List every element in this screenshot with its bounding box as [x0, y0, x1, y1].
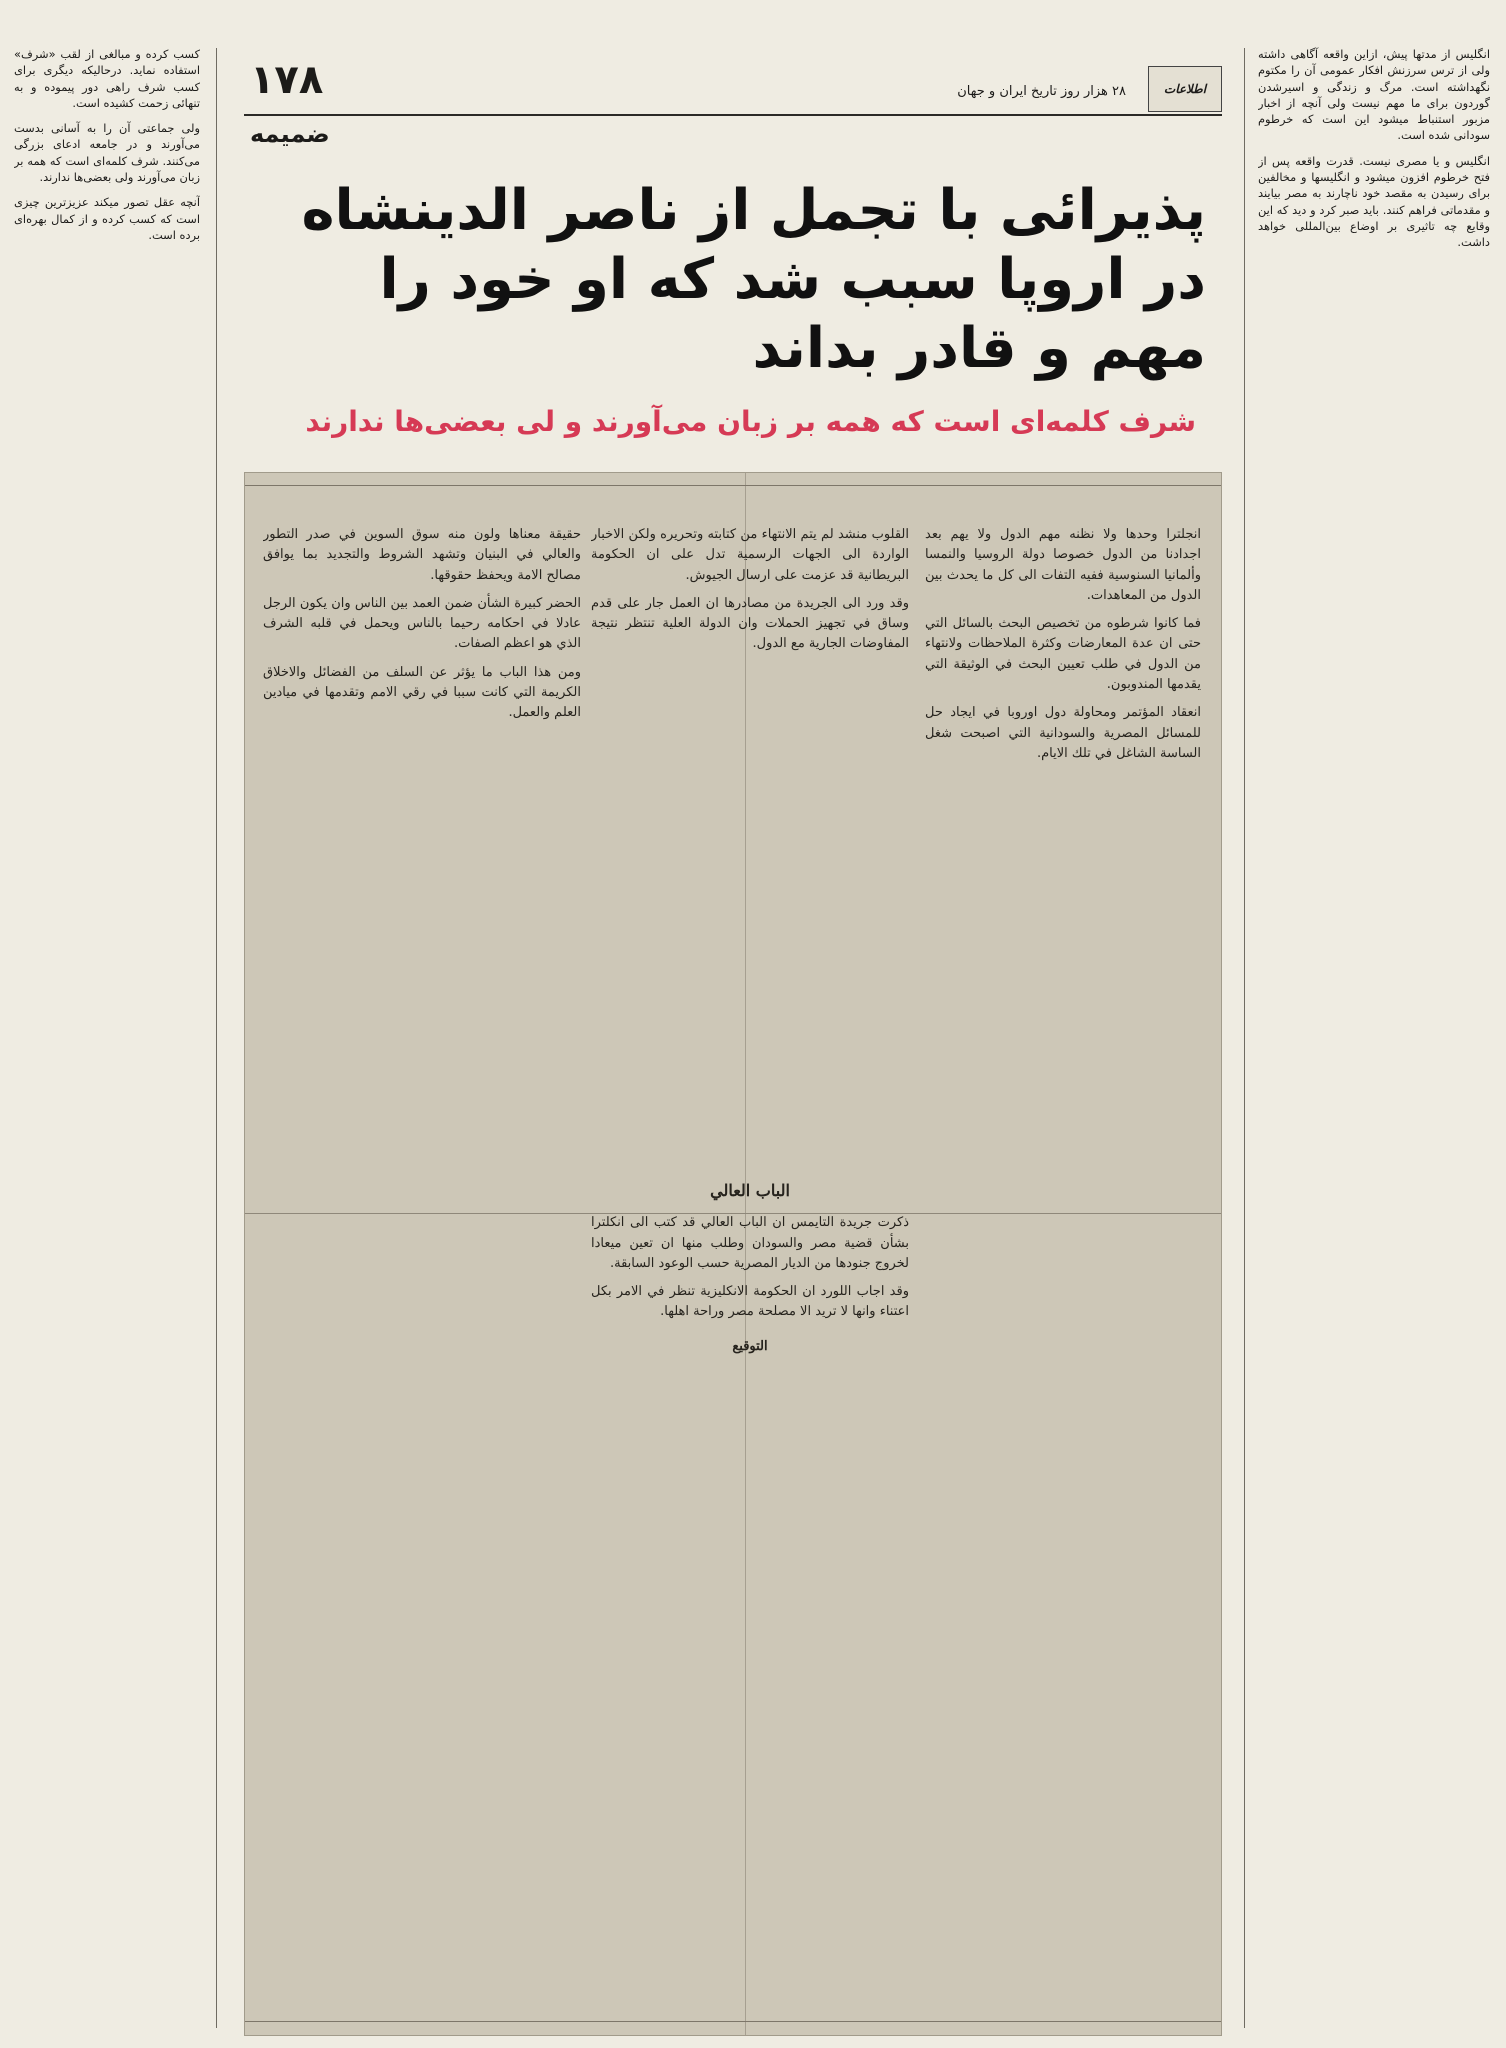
right-paragraph: انگلیس و یا مصری نیست. قدرت واقعه پس از فتح خرطوم افزون میشود و انگلیسها و مخالفین برای رسیدن به مقصد خود ناچارند به مصر بیایند و مقدماتی فراهم کنند. باید صبر کرد و دید که این وقایع چه تاثیری بر اوضاع بین‌المللی خواهد داشت. — [1258, 153, 1490, 250]
main-article — [226, 46, 1238, 2036]
article-headline: پذیرائی با تجمل از ناصر الدینشاه در اروپا سبب شد که او خود را مهم و قادر بداند — [301, 178, 1206, 381]
right-column — [1258, 46, 1490, 2031]
article-subhead: شرف کلمه‌ای است که همه بر زبان می‌آورند و لی بعضی‌ها ندارند — [305, 405, 1196, 438]
column-divider-left — [216, 48, 217, 2028]
left-paragraph: آنچه عقل تصور میکند عزیزترین چیزی است که کسب کرده و از کمال بهره‌ای برده است. — [14, 195, 200, 242]
page-header — [244, 57, 1222, 174]
document-paragraph: حقيقة معناها ولون منه سوق السوين في صدر التطور والعالي في البنيان وتشهد الشروط والتجديد بما يوافق مصالح الامة ويحفظ حقوقها. — [263, 527, 581, 583]
left-paragraph: ولی جماعتی آن را به آسانی بدست می‌آورند و در جامعه ادعای بزرگی می‌کنند. شرف کلمه‌ای است که همه بر زبان می‌آورند ولی بعضی‌ها ندارند. — [14, 121, 200, 185]
document-column-middle-lower — [591, 1163, 909, 2005]
supplement-label: ضمیمه — [250, 120, 330, 148]
header-rule — [244, 114, 1222, 116]
left-paragraph: کسب کرده و مبالغی از لقب «شرف» استفاده نماید. درحالیکه دیگری برای کسب شرف راهی دور پیموده و به تنهائی زحمت کشیده است. — [14, 47, 200, 110]
document-bottom-rule — [245, 2021, 1221, 2022]
document-paragraph: القلوب منشد لم يتم الانتهاء من كتابته وتحريره ولكن الاخبار الواردة الى الجهات الرسمية تدل على ان الحكومة البريطانية قد عزمت على ارسال الجيوش. — [591, 527, 909, 583]
document-paragraph: فما كانوا شرطوه من تخصيص البحث بالسائل التي حتى ان عدة المعارضات وكثرة الملاحظات ولانتهاء من الدول في طلب تعيين البحث في الوثيقة التي يقدمها المندوبون. — [925, 616, 1201, 693]
document-column-left — [263, 525, 581, 2005]
page-number: ۱۷۸ — [250, 57, 324, 103]
document-signature: التوقيع — [732, 1338, 768, 1354]
scanned-document — [244, 472, 1222, 2036]
document-paragraph: وقد اجاب اللورد ان الحكومة الانكليزية تنظر في الامر بكل اعتناء وانها لا تريد الا مصلحة مصر وراحة اهلها. — [591, 1284, 909, 1320]
left-column — [14, 46, 200, 2031]
page-tagline: ۲۸ هزار روز تاریخ ایران و جهان — [957, 84, 1126, 99]
document-column-middle — [591, 525, 909, 1145]
document-top-rule — [245, 485, 1221, 486]
right-paragraph: انگلیس از مدتها پیش، ازاین واقعه آگاهی داشته ولی از ترس سرزنش افکار عمومی آن را مکتوم نگهداشته است. مرگ و زندگی و اسیرشدن گوردون برای ما مهم نیست ولی آنچه از اخبار مزبور استنباط میشود این است که خرطوم سودانی شده است. — [1258, 47, 1490, 143]
document-paragraph: ذكرت جريدة التايمس ان الباب العالي قد كتب الى انكلترا بشأن قضية مصر والسودان وطلب منها ان تعين ميعادا لخروج جنودها من الديار المصرية حسب الوعود السابقة. — [591, 1215, 909, 1271]
document-paragraph: انعقاد المؤتمر ومحاولة دول اوروبا في ايجاد حل للمسائل المصرية والسودانية التي اصبحت شغل الساسة الشاغل في تلك الايام. — [925, 705, 1201, 761]
document-paragraph: ومن هذا الباب ما يؤثر عن السلف من الفضائل والاخلاق الكريمة التي كانت سببا في رقي الامم وتقدمها في ميادين العلم والعمل. — [263, 664, 581, 721]
newspaper-logo: اطلاعات — [1148, 66, 1222, 112]
document-section-title: الباب العالي — [710, 1181, 790, 1200]
document-paragraph: الحضر كبيرة الشأن ضمن العمد بين الناس وان يكون الرجل عادلا في احكامه رحيما بالناس ويحمل في قلبه الشرف الذي هو اعظم الصفات. — [263, 595, 581, 652]
document-column-right — [925, 525, 1201, 2005]
document-paragraph: وقد ورد الى الجريدة من مصادرها ان العمل جار على قدم وساق في تجهيز الحملات وان الدولة العلية تنتظر نتيجة المفاوضات الجارية مع الدول. — [591, 595, 909, 652]
document-paragraph: انجلترا وحدها ولا نظنه مهم الدول ولا يهم بعد اجدادنا من الدول خصوصا دولة الروسيا والنمسا وألمانيا السنوسية ففيه التفات الى كل ما يحدث بين الدول من المعاهدات. — [925, 527, 1201, 603]
column-divider-right — [1244, 48, 1245, 2028]
